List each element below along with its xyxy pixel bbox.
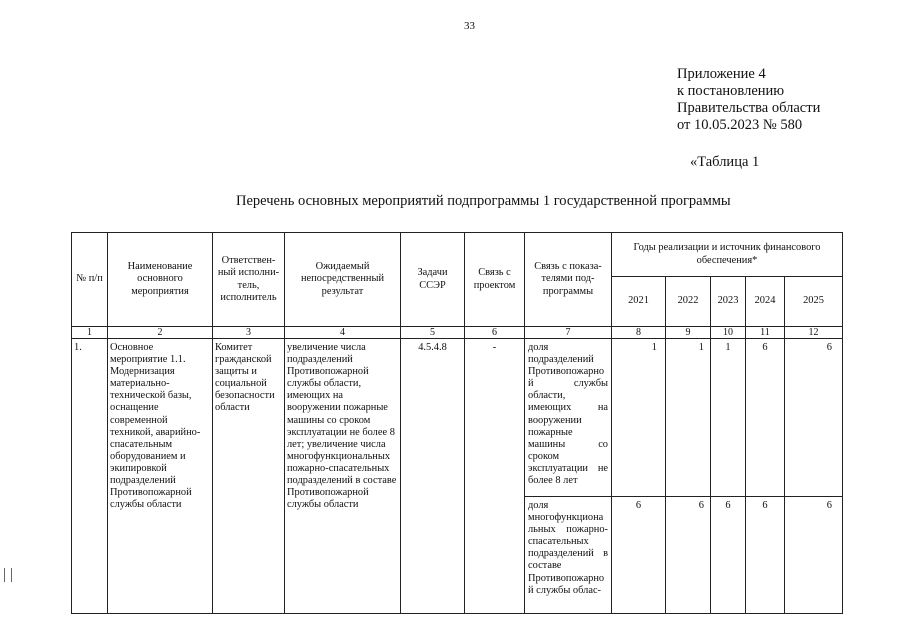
table-row	[72, 339, 843, 614]
row-name: Основное мероприятие 1.1. Модернизация материально-технической базы, оснащение современной техникой, аварийно-спасательным оборудованием и экипировкой подразделений Противопожарной службы области	[108, 339, 213, 614]
indicator-value: 6	[698, 500, 704, 511]
appendix-line: от 10.05.2023 № 580	[677, 117, 803, 133]
row-responsible: Комитет гражданской защиты и социальной безопасности области	[213, 339, 285, 614]
year-value-cell	[746, 339, 785, 614]
indicator-value: 6	[826, 500, 832, 511]
header-year: 2025	[785, 277, 843, 327]
indicator-value: 6	[762, 500, 768, 511]
row-tasks: 4.5.4.8	[401, 339, 465, 614]
row-num: 1.	[72, 339, 108, 614]
header-tasks: Задачи ССЭР	[401, 233, 465, 327]
column-number: 1	[72, 327, 108, 339]
document-title: Перечень основных мероприятий подпрограммы 1 государственной программы	[236, 193, 731, 209]
column-number: 11	[746, 327, 785, 339]
column-number: 4	[285, 327, 401, 339]
indicator-value: 6	[746, 339, 784, 497]
header-project-link: Связь с проектом	[465, 233, 525, 327]
measures-table	[71, 232, 843, 614]
indicator-value: 6	[635, 500, 642, 511]
indicator-text: доля многофункциональных пожарно-спасательных подразделений в составе Противопожарной службы облас-	[528, 500, 608, 596]
indicator-value: 6	[725, 500, 731, 511]
header-result: Ожидаемый непосредственный результат	[285, 233, 401, 327]
column-number: 12	[785, 327, 843, 339]
header-year: 2022	[666, 277, 711, 327]
column-number: 2	[108, 327, 213, 339]
column-number: 7	[525, 327, 612, 339]
column-number: 9	[666, 327, 711, 339]
appendix-line: Приложение 4	[677, 66, 766, 82]
header-indicator-link: Связь с показа-телями под-программы	[525, 233, 612, 327]
year-value-cell	[666, 339, 711, 614]
header-row	[72, 233, 843, 277]
header-year: 2024	[746, 277, 785, 327]
table-label: «Таблица 1	[690, 154, 760, 170]
column-number: 10	[711, 327, 746, 339]
indicator-value: 6	[785, 339, 842, 497]
appendix-block	[677, 66, 820, 134]
column-number: 8	[612, 327, 666, 339]
indicator-text: доля подразделений Противопожарной службы области, имеющих на вооружении пожарные машины со сроком эксплуатации не более 8 лет	[525, 339, 611, 497]
row-indicators	[525, 339, 612, 614]
header-year: 2021	[612, 277, 666, 327]
header-responsible: Ответствен-ный исполни-тель, исполнитель	[213, 233, 285, 327]
row-result: увеличение числа подразделений Противопожарной службы области, имеющих на вооружении пожарные машины со сроком эксплуатации не более 8 лет; увеличение числа многофункциональных пожарно-спасательных подразделений в составе Противопожарной службы области	[285, 339, 401, 614]
header-num: № п/п	[72, 233, 108, 327]
indicator-value: 1	[612, 339, 665, 497]
column-number: 3	[213, 327, 285, 339]
header-name: Наименование основного мероприятия	[108, 233, 213, 327]
header-year: 2023	[711, 277, 746, 327]
column-number: 5	[401, 327, 465, 339]
column-numbers-row	[72, 327, 843, 339]
page-number: 33	[464, 20, 475, 32]
year-value-cell	[785, 339, 843, 614]
header-years-group: Годы реализации и источник финансового обеспечения*	[612, 233, 843, 277]
row-project-link: -	[465, 339, 525, 614]
indicator-value: 1	[711, 339, 745, 497]
scan-edge-mark	[4, 568, 12, 582]
year-value-cell	[612, 339, 666, 614]
year-value-cell	[711, 339, 746, 614]
appendix-line: Правительства области	[677, 100, 821, 116]
appendix-line: к постановлению	[677, 83, 785, 99]
column-number: 6	[465, 327, 525, 339]
indicator-value: 1	[666, 339, 710, 497]
